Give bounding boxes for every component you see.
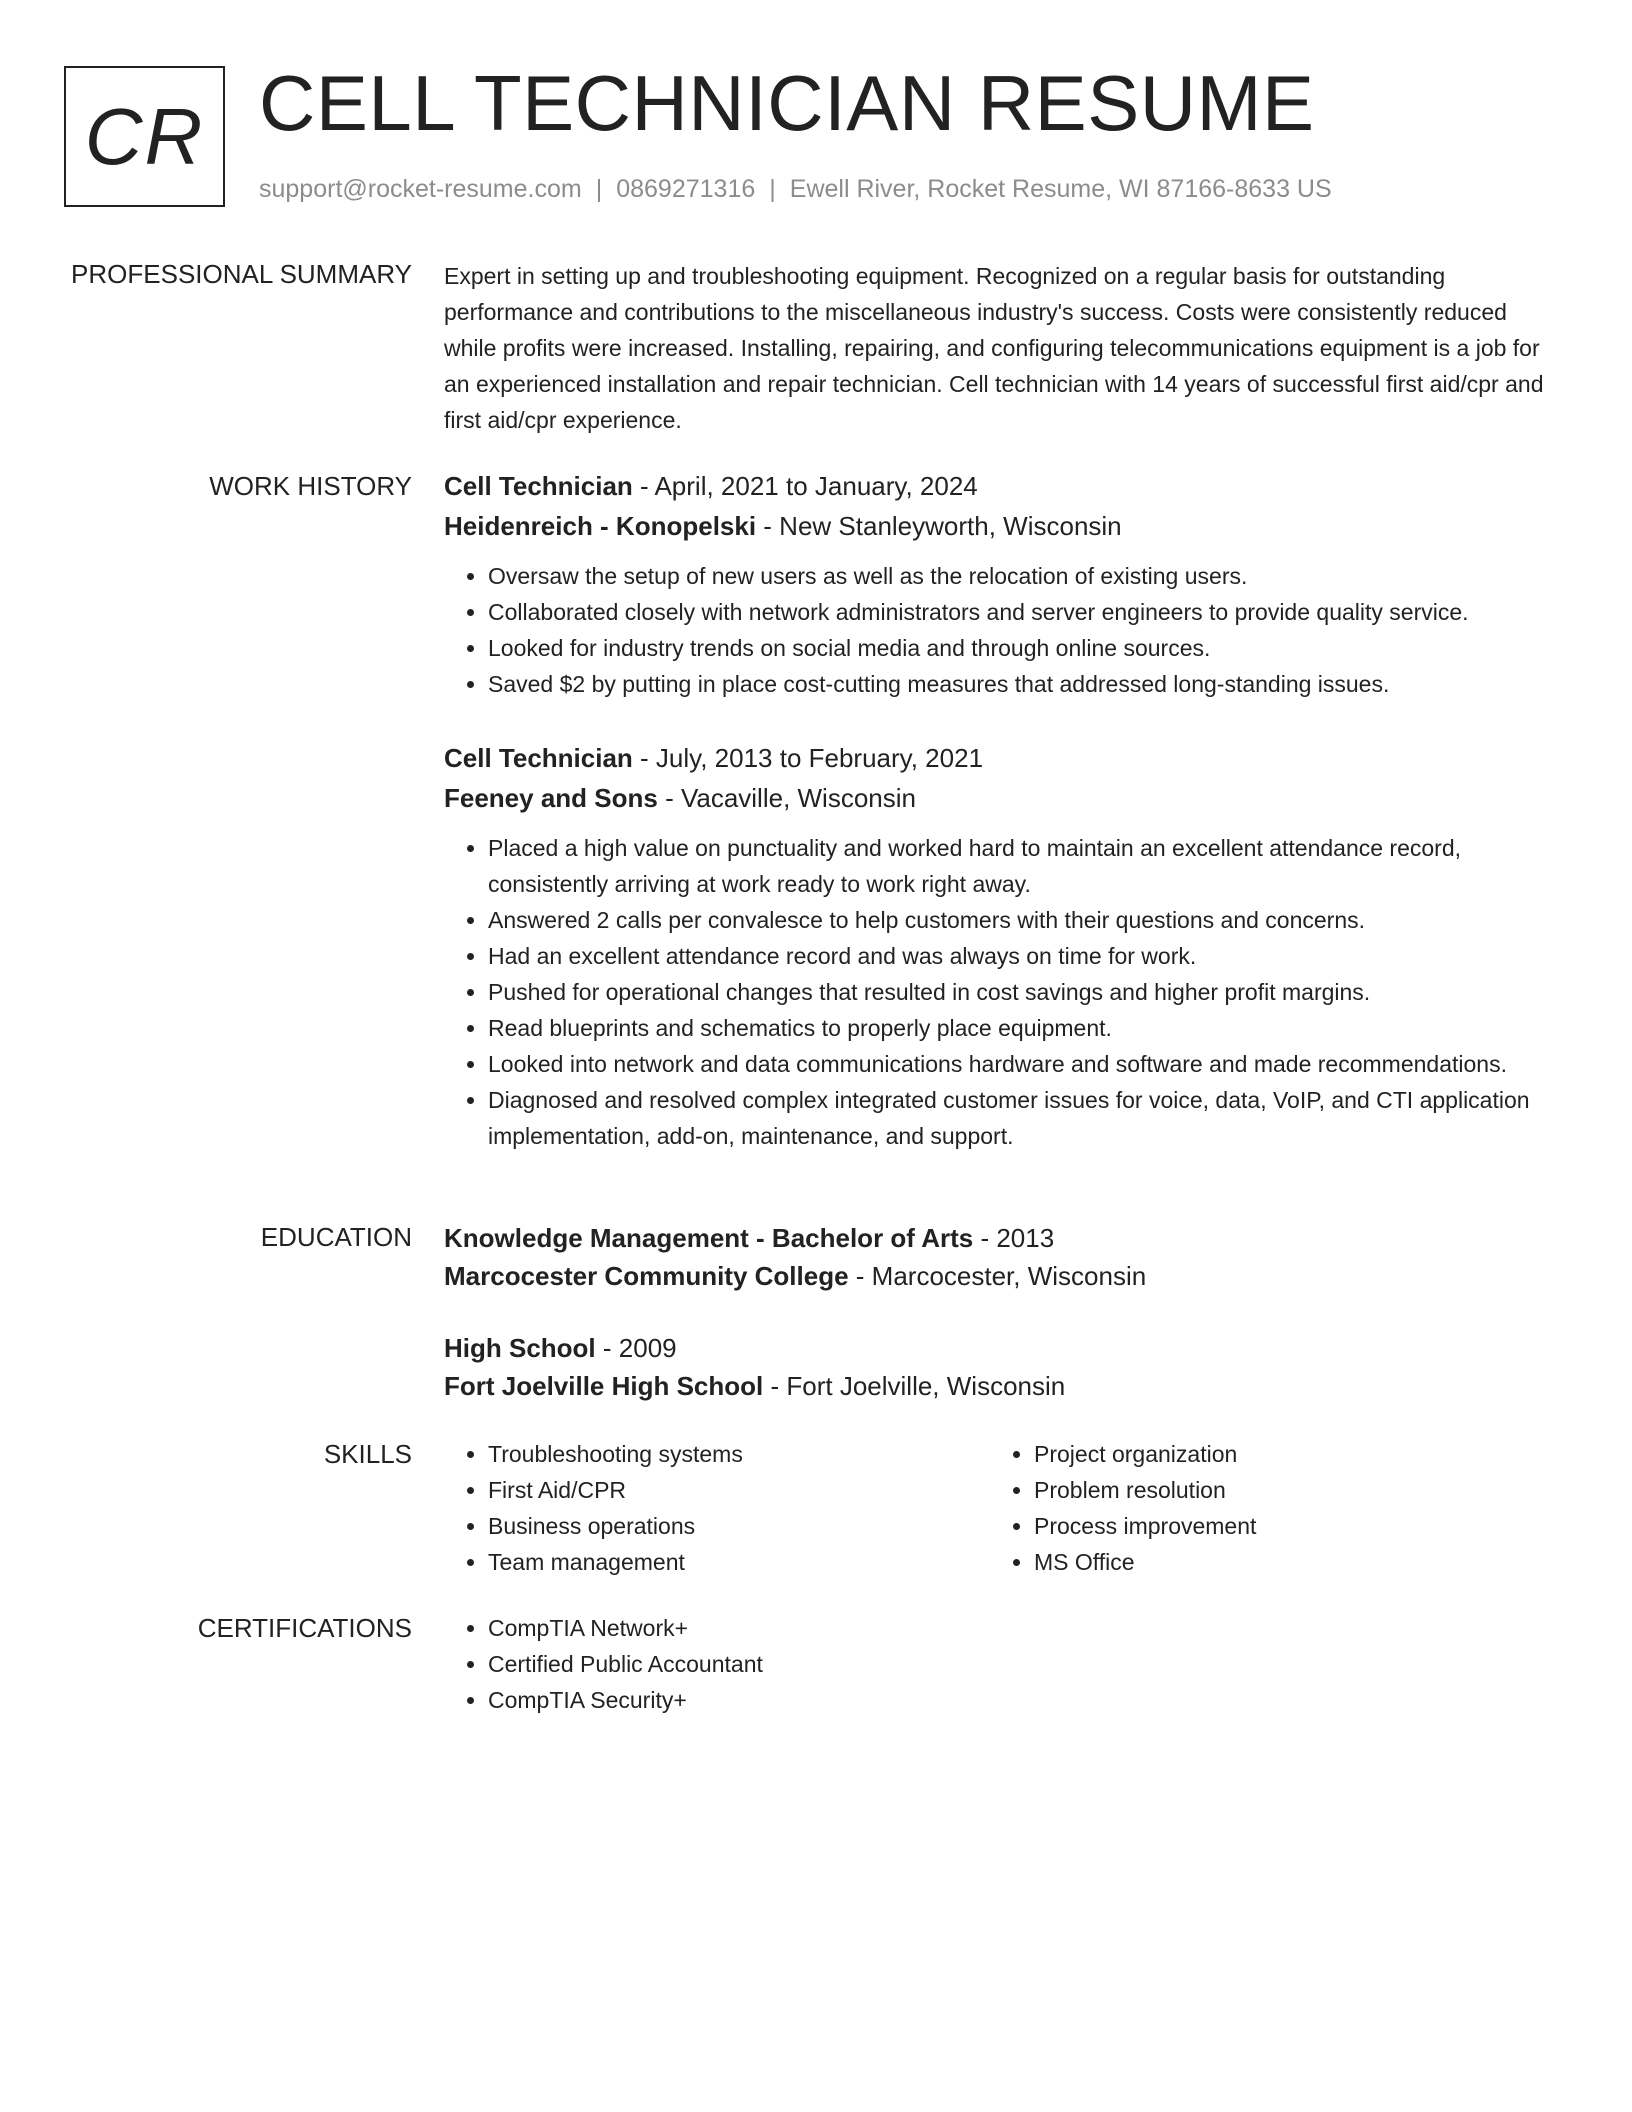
education-degree: High School (444, 1333, 596, 1363)
education-location: - Marcocester, Wisconsin (848, 1261, 1147, 1291)
skill-item: • Problem resolution (1034, 1472, 1536, 1508)
contact-email: support@rocket-resume.com (259, 175, 582, 203)
job-bullet: • Answered 2 calls per convalesce to help customers with their questions and concerns. (488, 902, 1554, 938)
skills-columns (444, 1436, 1554, 1580)
job-bullet: • Looked for industry trends on social media and through online sources. (488, 630, 1554, 666)
summary-text: Expert in setting up and troubleshooting equipment. Recognized on a regular basis for outstanding performance and contributions to the miscellaneous industry's success. Costs were consistently reduced while profits were increased. Installing, repairing, and configuring telecommunications equipment is a job for an experienced installation and repair technician. Cell technician with 14 years of successful first aid/cpr and first aid/cpr experience. (444, 263, 1544, 433)
skill-item: • First Aid/CPR (488, 1472, 990, 1508)
job-company: Feeney and Sons (444, 783, 658, 813)
job-title: Cell Technician (444, 743, 633, 773)
job-location: - Vacaville, Wisconsin (657, 783, 916, 813)
certifications-list (444, 1610, 1554, 1718)
job-bullet: • Saved $2 by putting in place cost-cutting measures that addressed long-standing issues. (488, 666, 1554, 702)
skill-item: • Process improvement (1034, 1508, 1536, 1544)
skills-list (444, 1436, 990, 1580)
section-label-skills: SKILLS (323, 1439, 412, 1469)
skill-item: • Project organization (1034, 1436, 1536, 1472)
resume-title: CELL TECHNICIAN RESUME (259, 59, 1315, 147)
education-school-line (444, 1257, 1554, 1295)
skills-body (444, 1436, 1554, 1580)
job-bullet: • Placed a high value on punctuality and worked hard to maintain an excellent attendance record, consistently arriving at work ready to work right away. (488, 830, 1554, 902)
skill-item: • Team management (488, 1544, 990, 1580)
job-dates: - April, 2021 to January, 2024 (632, 471, 978, 501)
job-bullets (444, 830, 1554, 1154)
skills-list (990, 1436, 1536, 1580)
contact-line (259, 172, 1332, 206)
section-label-summary: PROFESSIONAL SUMMARY (71, 259, 412, 289)
job-bullet: • Oversaw the setup of new users as well as the relocation of existing users. (488, 558, 1554, 594)
job-company-line (444, 506, 1554, 546)
job-entry (444, 738, 1554, 1154)
section-label-certifications: CERTIFICATIONS (197, 1613, 412, 1643)
job-bullet: • Pushed for operational changes that resulted in cost savings and higher profit margins. (488, 974, 1554, 1010)
education-entry (444, 1329, 1554, 1405)
education-school: Marcocester Community College (444, 1261, 849, 1291)
job-bullet: • Read blueprints and schematics to properly place equipment. (488, 1010, 1554, 1046)
job-title: Cell Technician (444, 471, 633, 501)
job-bullets (444, 558, 1554, 702)
education-degree-line (444, 1329, 1554, 1367)
skill-item: • MS Office (1034, 1544, 1536, 1580)
contact-address: Ewell River, Rocket Resume, WI 87166-8633 US (789, 175, 1332, 203)
education-entry (444, 1219, 1554, 1295)
job-bullet: • Had an excellent attendance record and was always on time for work. (488, 938, 1554, 974)
contact-separator: | (595, 175, 603, 203)
job-bullet: • Collaborated closely with network administrators and server engineers to provide quality service. (488, 594, 1554, 630)
monogram-badge (64, 66, 225, 207)
work-history-body (444, 466, 1554, 1154)
job-title-line (444, 466, 1554, 506)
education-year: - 2009 (595, 1333, 677, 1363)
monogram-initials: CR (84, 91, 205, 181)
section-label-education: EDUCATION (260, 1222, 412, 1252)
job-company: Heidenreich - Konopelski (444, 511, 757, 541)
skill-item: • Troubleshooting systems (488, 1436, 990, 1472)
skill-item: • Business operations (488, 1508, 990, 1544)
skills-column (444, 1436, 990, 1580)
certification-item: • CompTIA Network+ (488, 1610, 1554, 1646)
section-label-work-history: WORK HISTORY (209, 471, 412, 501)
education-school-line (444, 1367, 1554, 1405)
job-bullet: • Looked into network and data communications hardware and software and made recommendations. (488, 1046, 1554, 1082)
education-year: - 2013 (973, 1223, 1055, 1253)
job-entry (444, 466, 1554, 702)
job-company-line (444, 778, 1554, 818)
skills-column (990, 1436, 1536, 1580)
summary-body (444, 258, 1554, 438)
contact-separator: | (769, 175, 776, 203)
contact-phone: 0869271316 (616, 175, 756, 203)
education-body (444, 1219, 1554, 1405)
job-title-line (444, 738, 1554, 778)
certifications-body (444, 1610, 1554, 1718)
job-location: - New Stanleyworth, Wisconsin (756, 511, 1122, 541)
certification-item: • Certified Public Accountant (488, 1646, 1554, 1682)
job-bullet: • Diagnosed and resolved complex integrated customer issues for voice, data, VoIP, and CTI application implementation, add-on, maintenance, and support. (488, 1082, 1554, 1154)
certification-item: • CompTIA Security+ (488, 1682, 1554, 1718)
job-dates: - July, 2013 to February, 2021 (632, 743, 984, 773)
education-degree: Knowledge Management - Bachelor of Arts (444, 1223, 974, 1253)
education-location: - Fort Joelville, Wisconsin (763, 1371, 1066, 1401)
education-school: Fort Joelville High School (444, 1371, 764, 1401)
education-degree-line (444, 1219, 1554, 1257)
